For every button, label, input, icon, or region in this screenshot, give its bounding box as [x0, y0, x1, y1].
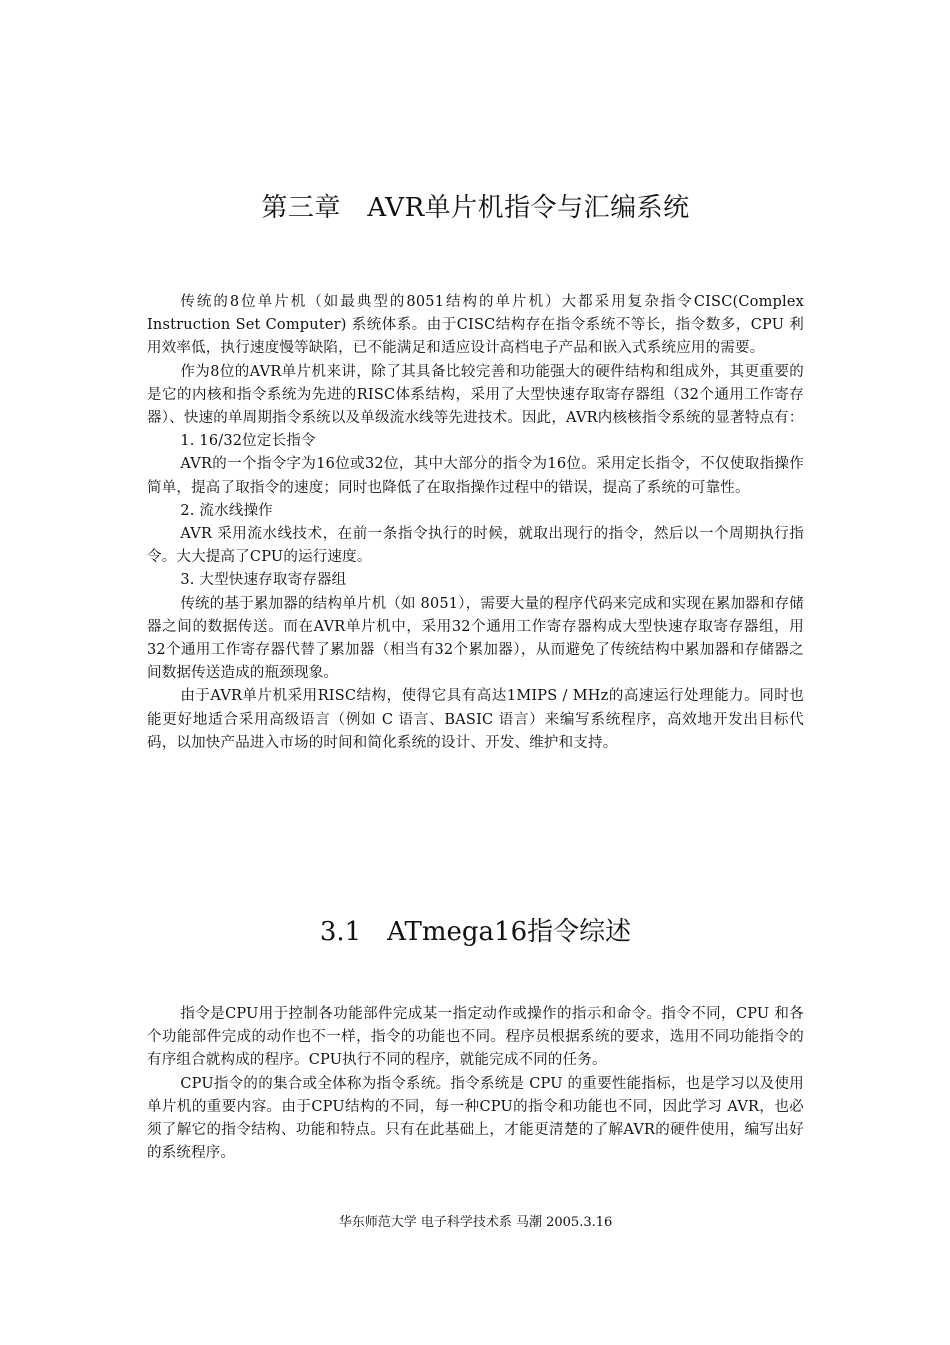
feature-paragraph-fixed-length: AVR的一个指令字为16位或32位，其中大部分的指令为16位。采用定长指令，不仅使取指操作简单，提高了取指令的速度；同时也降低了在取指操作过程中的错误，提高了系统的可靠性。	[147, 456, 804, 496]
feature-heading-registers: 3. 大型快速存取寄存器组	[180, 572, 347, 589]
intro-paragraph-cisc: 传统的8位单片机（如最典型的8051结构的单片机）大都采用复杂指令CISC(Complex Instruction Set Computer) 系统体系。由于CISC结构存在指令系统不等长，指令数多，CPU 利用效率低，执行速度慢等缺陷，已不能满足和适应设计高档电子产品和嵌入式系统应用的需要。	[147, 294, 804, 357]
feature-heading-pipeline: 2. 流水线操作	[180, 502, 273, 519]
feature-paragraph-registers: 传统的基于累加器的结构单片机（如 8051），需要大量的程序代码来完成和实现在累加器和存储器之间的数据传送。而在AVR单片机中，采用32个通用工作寄存器构成大型快速存取寄存器组，用32个通用工作寄存器代替了累加器（相当有32个累加器），从而避免了传统结构中累加器和存储器之间数据传送造成的瓶颈现象。	[147, 595, 804, 682]
intro-paragraph-avr-risc: 作为8位的AVR单片机来讲，除了其具备比较完善和功能强大的硬件结构和组成外，其更重要的是它的内核和指令系统为先进的RISC体系结构，采用了大型快速存取寄存器组（32个通用工作寄存器）、快速的单周期指令系统以及单级流水线等先进技术。因此，AVR内核核指令系统的显著特点有：	[147, 363, 804, 427]
chapter-title: 第三章 AVR单片机指令与汇编系统	[261, 193, 690, 223]
section-title: 3.1 ATmega16指令综述	[319, 917, 632, 947]
feature-heading-fixed-length: 1. 16/32位定长指令	[180, 433, 316, 450]
intro-section	[147, 291, 804, 755]
page-footer: 华东师范大学 电子科学技术系 马潮 2005.3.16	[338, 1215, 613, 1230]
feature-paragraph-pipeline: AVR 采用流水线技术，在前一条指令执行的时候，就取出现行的指令，然后以一个周期执行指令。大大提高了CPU的运行速度。	[147, 526, 804, 566]
section-paragraph-instruction: 指令是CPU用于控制各功能部件完成某一指定动作或操作的指示和命令。指令不同，CPU 和各个功能部件完成的动作也不一样，指令的功能也不同。程序员根据系统的要求，选用不同功能指令的有序组合就构成的程序。CPU执行不同的程序，就能完成不同的任务。	[147, 1006, 804, 1069]
intro-paragraph-performance: 由于AVR单片机采用RISC结构，使得它具有高达1MIPS / MHz的高速运行处理能力。同时也能更好地适合采用高级语言（例如 C 语言、BASIC 语言）来编写系统程序，高效地开发出目标代码，以加快产品进入市场的时间和简化系统的设计、开发、维护和支持。	[147, 688, 804, 751]
section-body	[147, 1003, 804, 1165]
section-paragraph-instruction-set: CPU指令的的集合或全体称为指令系统。指令系统是 CPU 的重要性能指标，也是学习以及使用单片机的重要内容。由于CPU结构的不同，每一种CPU的指令和功能也不同，因此学习 AVR，也必须了解它的指令结构、功能和特点。只有在此基础上，才能更清楚的了解AVR的硬件使用，编写出好的系统程序。	[147, 1075, 804, 1162]
